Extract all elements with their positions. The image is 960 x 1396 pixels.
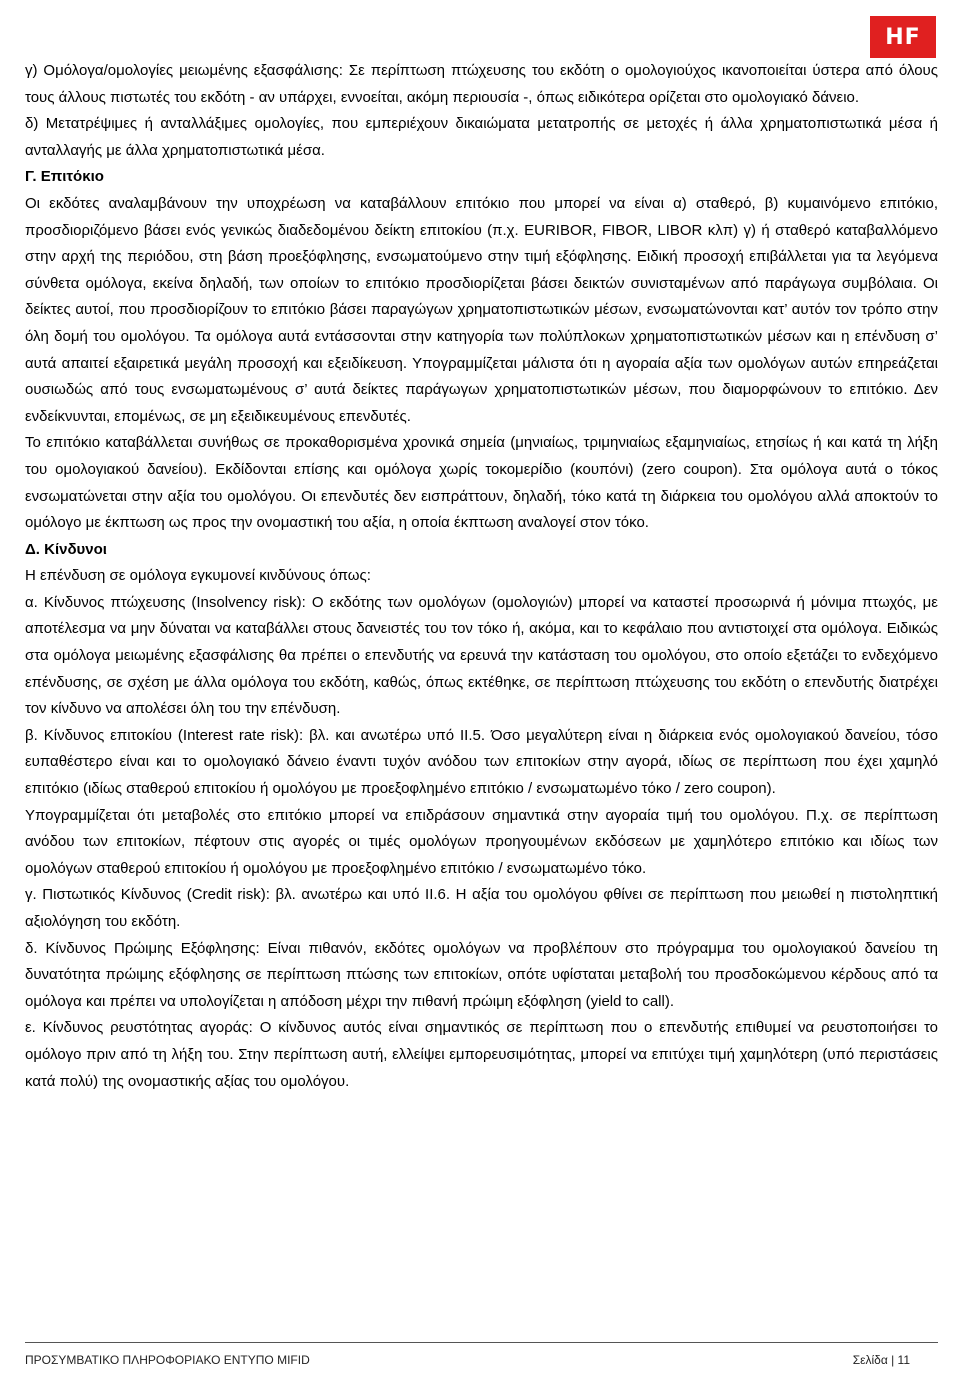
paragraph-liquidity-risk: ε. Κίνδυνος ρευστότητας αγοράς: Ο κίνδυνος αυτός είναι σημαντικός σε περίπτωση που ο επενδυτής επιθυμεί να ρευστοποιήσει το ομόλογο πριν από τη λήξη του. Στην περίπτωση αυτή, ελλείψει εμπορευσιμότητας, μπορεί να επιτύχει τιμή χαμηλότερη (υπό περιστάσεις κατά πολύ) της ονομαστικής αξίας του ομολόγου. — [25, 1019, 938, 1090]
paragraph-rate-changes: Υπογραμμίζεται ότι μεταβολές στο επιτόκιο μπορεί να επιδράσουν σημαντικά στην αγοραία τιμή του ομολόγου. Π.χ. σε περίπτωση ανόδου των επιτοκίων, πέφτουν στις αγορές οι τιμές ομολόγων προηγουμένων εκδόσεων με χαμηλότερο επιτόκιο και ιδίως των ομολόγων σταθερού επιτοκίου ή ομολόγου με προεξοφλημένο επιτόκιο / ενσωματωμένο τόκο. — [25, 806, 938, 877]
document-body — [25, 58, 938, 1095]
paragraph-credit-risk: γ. Πιστωτικός Κίνδυνος (Credit risk): βλ. ανωτέρω και υπό II.6. Η αξία του ομολόγου φθίνει σε περίπτωση που μειωθεί η πιστοληπτική αξιολόγηση του εκδότη. — [25, 886, 938, 930]
paragraph-interest-types: Οι εκδότες αναλαμβάνουν την υποχρέωση να καταβάλλουν επιτόκιο που μπορεί να είναι α) σταθερό, β) κυμαινόμενο επιτόκιο, προσδιοριζόμενο βάσει ενός γενικώς διαδεδομένου δείκτη επιτοκίου (π.χ. EURIBOR, FIBOR, LIBOR κλπ) γ) ή σταθερό καταβαλλόμενο στην αρχή της περιόδου, στη βάση προεξόφλησης, ενσωματούμενο στην τιμή εξόφλησης. Ειδική προσοχή επιβάλλεται για τα λεγόμενα σύνθετα ομόλογα, εκείνα δηλαδή, των οποίων το επιτόκιο προσδιορίζεται βάσει δεικτών συνισταμένων από παράγωγα συμβόλαια. Οι δείκτες αυτοί, που προσδιορίζουν το επιτόκιο βάσει παραγώγων χρηματοπιστωτικών μέσων, ενσωματώνονται κατ’ αυτόν τον τρόπο στην όλη δομή του ομολόγου. Τα ομόλογα αυτά εντάσσονται στην κατηγορία των πολύπλοκων χρηματοπιστωτικών μέσων και η επένδυση σ’ αυτά απαιτεί εξαιρετικά μεγάλη προσοχή και εξειδίκευση. Υπογραμμίζεται μάλιστα ότι η αγοραία αξία των ομολόγων αυτών επηρεάζεται ουσιωδώς από τους ενσωματωμένους σ’ αυτά δείκτες παράγωγων χρηματοπιστωτικών μέσων, που διαμορφώνουν το επιτόκιο. Δεν ενδείκνυνται, επομένως, σε μη εξειδικευμένους επενδυτές. — [25, 194, 938, 425]
section-heading-interest: Γ. Επιτόκιο — [25, 168, 104, 186]
footer-document-title: ΠΡΟΣΥΜΒΑΤΙΚΟ ΠΛΗΡΟΦΟΡΙΑΚΟ ΕΝΤΥΠΟ MIFID — [25, 1353, 310, 1367]
paragraph-risks-intro: Η επένδυση σε ομόλογα εγκυμονεί κινδύνους όπως: — [25, 567, 371, 585]
paragraph-interest-rate-risk: β. Κίνδυνος επιτοκίου (Interest rate risk): βλ. και ανωτέρω υπό II.5. Όσο μεγαλύτερη είναι η διάρκεια ενός ομολογιακού δανείου, τόσο ευπαθέστερο είναι και το ομολογιακό δάνειο έναντι τυχόν ανόδου των επιτοκίων στην αγορά, ιδίως σε περίπτωση που έχει χαμηλό επιτόκιο (ιδίως σταθερού επιτοκίου ή ομολόγου με προεξοφλημένο επιτόκιο / ενσωματωμένο τόκο / zero coupon). — [25, 726, 938, 798]
company-logo: HF — [870, 16, 936, 58]
paragraph-early-redemption-risk: δ. Κίνδυνος Πρώιμης Εξόφλησης: Είναι πιθανόν, εκδότες ομολόγων να προβλέπουν στο πρόγραμμα του ομολογιακού δανείου τη δυνατότητα πρώιμης εξόφλησης σε περίπτωση πτώσης των επιτοκίων, οπότε υφίσταται μεταβολή του προσδοκώμενου κέρδους από τα ομόλογα και πρέπει να υπολογίζεται η απόδοση μέχρι την πιθανή πρώιμη εξόφληση (yield to call). — [25, 939, 938, 1010]
paragraph-interest-payment: Το επιτόκιο καταβάλλεται συνήθως σε προκαθορισμένα χρονικά σημεία (μηνιαίως, τριμηνιαίως εξαμηνιαίως, ετησίως ή και κατά τη λήξη του ομολογιακού δανείου). Εκδίδονται επίσης και ομόλογα χωρίς τοκομερίδιο (κουπόνι) (zero coupon). Στα ομόλογα αυτά ο τόκος ενσωματώνεται στην αξία του ομολόγου. Οι επενδυτές δεν εισπράττουν, δηλαδή, τόκο κατά τη διάρκεια του ομολόγου αλλά αποκτούν το ομόλογο με έκπτωση ως προς την ονομαστική του αξία, η οποία έκπτωση αναλογεί στον τόκο. — [25, 434, 938, 532]
paragraph-insolvency-risk: α. Κίνδυνος πτώχευσης (Insolvency risk): Ο εκδότης των ομολόγων (ομολογιών) μπορεί να καταστεί προσωρινά ή μόνιμα πτωχός, με αποτέλεσμα να μην δύναται να καταβάλλει στους δανειστές του τον τόκο ή, ακόμα, και το κεφάλαιο που αντιστοιχεί στα ομόλογα. Ειδικώς στα ομόλογα μειωμένης εξασφάλισης θα πρέπει ο επενδυτής να ερευνά την κατάσταση του ομολόγου, στο οποίο εξετάζει το ενδεχόμενο επένδυσης, σε σχέση με άλλα ομόλογα του εκδότη, καθώς, όπως εκτέθηκε, σε περίπτωση πτώχευσης του εκδότη ο επενδυτής διατρέχει τον κίνδυνο να απολέσει όλη του την επένδυση. — [25, 593, 938, 718]
paragraph-convertible-bonds: δ) Μετατρέψιμες ή ανταλλάξιμες ομολογίες, που εμπεριέχουν δικαιώματα μετατροπής σε μετοχές ή άλλα χρηματοπιστωτικά μέσα ή ανταλλαγής με άλλα χρηματοπιστωτικά μέσα. — [25, 115, 938, 159]
page-footer — [25, 1342, 938, 1367]
footer-page-number: Σελίδα | 11 — [852, 1353, 910, 1367]
section-heading-risks: Δ. Κίνδυνοι — [25, 540, 107, 558]
paragraph-subordinated-bonds: γ) Ομόλογα/ομολογίες μειωμένης εξασφάλισης: Σε περίπτωση πτώχευσης του εκδότη ο ομολογιούχος ικανοποιείται ύστερα από όλους τους άλλους πιστωτές του εκδότη - αν υπάρχει, εννοείται, ακόμη περιουσία -, όπως ειδικότερα ορίζεται στο ομολογιακό δάνειο. — [25, 62, 938, 106]
